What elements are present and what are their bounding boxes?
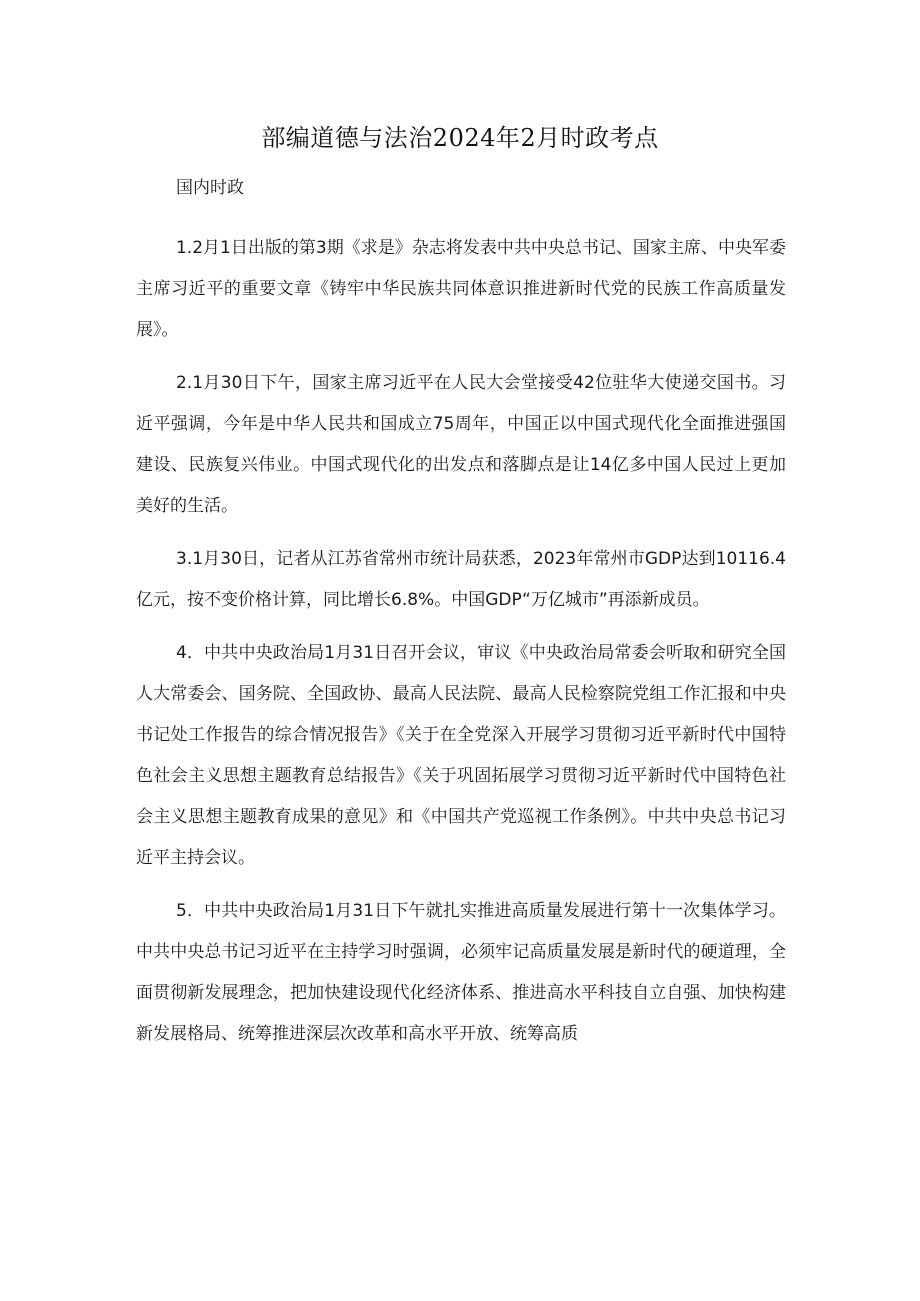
paragraph-3: 3.1月30日，记者从江苏省常州市统计局获悉，2023年常州市GDP达到10116.4亿元，按不变价格计算，同比增长6.8%。中国GDP“万亿城市”再添新成员。 [136, 549, 786, 610]
document-body [136, 172, 786, 1067]
section-heading: 国内时政 [176, 178, 244, 198]
paragraph-5: 5．中共中央政治局1月31日下午就扎实推进高质量发展进行第十一次集体学习。中共中央总书记习近平在主持学习时强调，必须牢记高质量发展是新时代的硬道理，全面贯彻新发展理念，把加快建设现代化经济体系、推进高水平科技自立自强、加快构建新发展格局、统筹推进深层次改革和高水平开放、统筹高质 [136, 901, 786, 1044]
paragraph-1: 1.2月1日出版的第3期《求是》杂志将发表中共中央总书记、国家主席、中央军委主席习近平的重要文章《铸牢中华民族共同体意识推进新时代党的民族工作高质量发展》。 [136, 238, 786, 340]
document-title: 部编道德与法治2024年2月时政考点 [261, 124, 659, 152]
paragraph-2: 2.1月30日下午，国家主席习近平在人民大会堂接受42位驻华大使递交国书。习近平强调，今年是中华人民共和国成立75周年，中国正以中国式现代化全面推进强国建设、民族复兴伟业。中国式现代化的出发点和落脚点是让14亿多中国人民过上更加美好的生活。 [136, 373, 786, 516]
paragraph-4: 4．中共中央政治局1月31日召开会议，审议《中央政治局常委会听取和研究全国人大常委会、国务院、全国政协、最高人民法院、最高人民检察院党组工作汇报和中央书记处工作报告的综合情况报告》《关于在全党深入开展学习贯彻习近平新时代中国特色社会主义思想主题教育总结报告》《关于巩固拓展学习贯彻习近平新时代中国特色社会主义思想主题教育成果的意见》和《中国共产党巡视工作条例》。中共中央总书记习近平主持会议。 [136, 643, 786, 868]
